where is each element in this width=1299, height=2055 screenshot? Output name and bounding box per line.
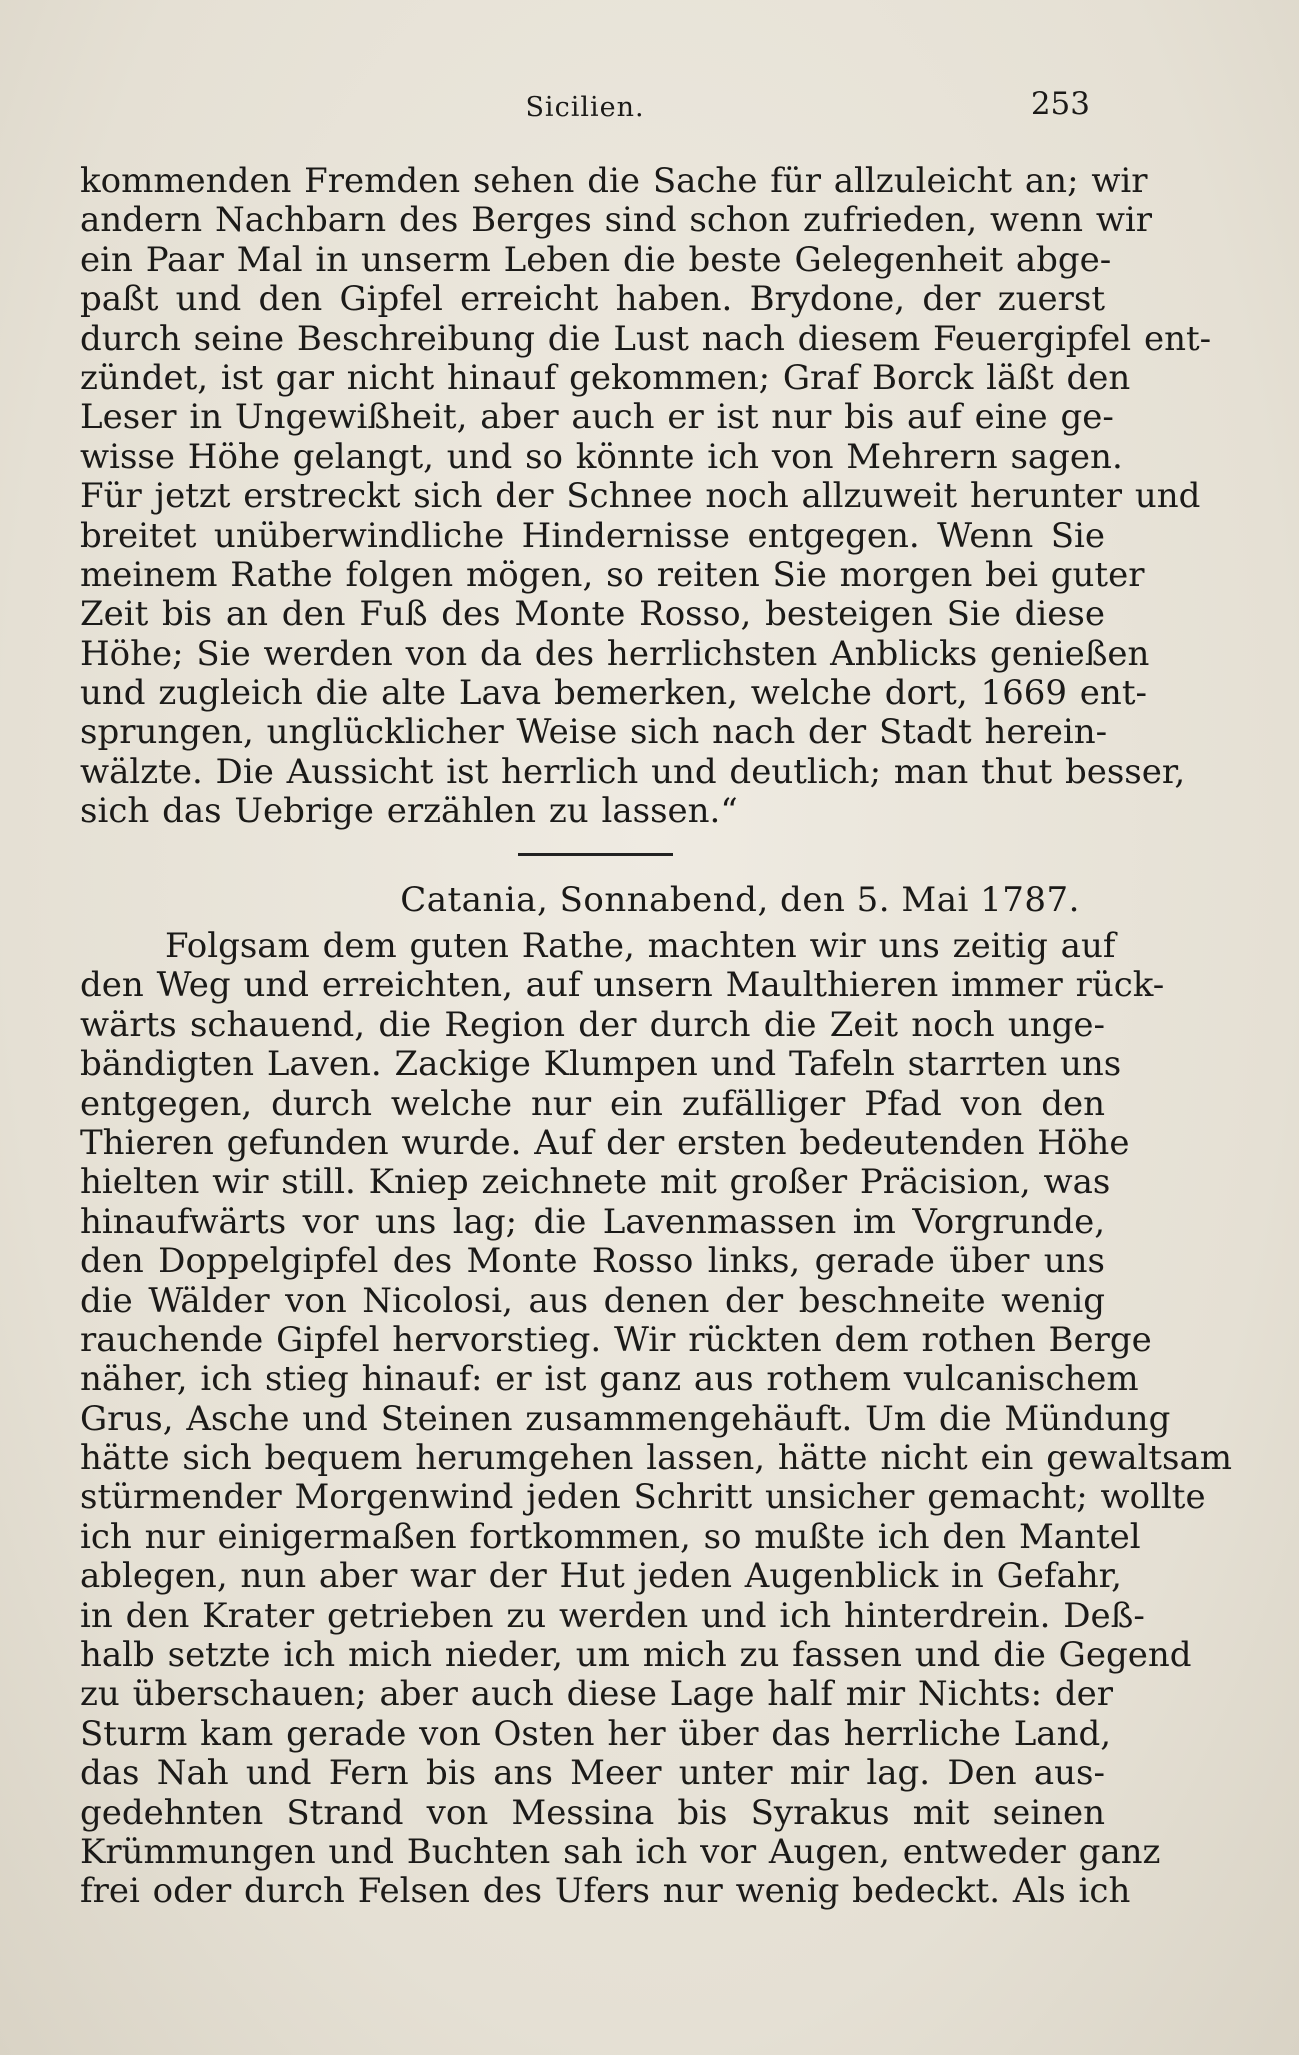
text-line: breitet unüberwindliche Hindernisse entgegen. Wenn Sie (80, 515, 1105, 556)
text-line: näher, ich stieg hinauf: er ist ganz aus rothem vulcanischem (80, 1359, 1139, 1400)
text-line: Zeit bis an den Fuß des Monte Rosso, besteigen Sie diese (80, 594, 1105, 635)
text-line: Grus, Asche und Steinen zusammengehäuft. Um die Mündung (80, 1398, 1171, 1439)
running-title: Sicilien. (525, 92, 645, 123)
text-line: Krümmungen und Buchten sah ich vor Augen, entweder ganz (80, 1831, 1161, 1872)
text-line: Sturm kam gerade von Osten her über das herrliche Land, (80, 1713, 1112, 1754)
dateline: Catania, Sonnabend, den 5. Mai 1787. (400, 880, 1080, 920)
text-line: Für jetzt erstreckt sich der Schnee noch allzuweit herunter und (80, 476, 1201, 517)
text-line: sich das Uebrige erzählen zu lassen.“ (80, 791, 738, 832)
text-line: wärts schauend, die Region der durch die Zeit noch unge- (80, 1004, 1105, 1045)
page-number: 253 (1030, 86, 1090, 122)
text-line: Folgsam dem guten Rathe, machten wir uns zeitig auf (165, 926, 1116, 966)
running-head (80, 86, 1090, 126)
text-line: Thieren gefunden wurde. Auf der ersten bedeutenden Höhe (80, 1122, 1130, 1163)
text-line: rauchende Gipfel hervorstieg. Wir rückten dem rothen Berge (80, 1319, 1152, 1360)
section-divider (518, 853, 673, 856)
text-line: wälzte. Die Aussicht ist herrlich und deutlich; man thut besser, (80, 751, 1186, 792)
text-line: hielten wir still. Kniep zeichnete mit großer Präcision, was (80, 1162, 1111, 1203)
text-line: gedehnten Strand von Messina bis Syrakus mit seinen (80, 1792, 1105, 1833)
text-line: meinem Rathe folgen mögen, so reiten Sie morgen bei guter (80, 554, 1145, 595)
text-line: sprungen, unglücklicher Weise sich nach der Stadt herein- (80, 712, 1108, 753)
text-line: hinaufwärts vor uns lag; die Lavenmassen im Vorgrunde, (80, 1201, 1105, 1242)
text-line: das Nah und Fern bis ans Meer unter mir lag. Den aus- (80, 1753, 1105, 1794)
text-line: zu überschauen; aber auch diese Lage half mir Nichts: der (80, 1674, 1113, 1715)
text-line: kommenden Fremden sehen die Sache für allzuleicht an; wir (80, 161, 1148, 201)
text-line: zündet, ist gar nicht hinauf gekommen; Graf Borck läßt den (80, 357, 1131, 398)
text-line: die Wälder von Nicolosi, aus denen der beschneite wenig (80, 1280, 1105, 1321)
paragraph-continued (80, 161, 1212, 832)
text-line: bändigten Laven. Zackige Klumpen und Tafeln starrten uns (80, 1044, 1122, 1085)
text-line: hätte sich bequem herumgehen lassen, hätte nicht ein gewaltsam (80, 1438, 1232, 1479)
text-line: ablegen, nun aber war der Hut jeden Augenblick in Gefahr, (80, 1556, 1122, 1597)
text-line: halb setzte ich mich nieder, um mich zu fassen und die Gegend (80, 1635, 1192, 1676)
text-line: den Doppelgipfel des Monte Rosso links, gerade über uns (80, 1241, 1105, 1282)
text-line: ein Paar Mal in unserm Leben die beste Gelegenheit abge- (80, 239, 1112, 280)
text-line: ich nur einigermaßen fortkommen, so mußte ich den Mantel (80, 1516, 1141, 1557)
text-line: entgegen, durch welche nur ein zufälliger Pfad von den (80, 1083, 1105, 1124)
text-line: andern Nachbarn des Berges sind schon zufrieden, wenn wir (80, 200, 1153, 241)
text-line: wisse Höhe gelangt, und so könnte ich von Mehrern sagen. (80, 436, 1123, 477)
text-line: paßt und den Gipfel erreicht haben. Brydone, der zuerst (80, 279, 1105, 320)
text-line: und zugleich die alte Lava bemerken, welche dort, 1669 ent- (80, 673, 1147, 714)
paragraph-new-entry (80, 926, 1232, 1912)
text-line: in den Krater getrieben zu werden und ich hinterdrein. Deß- (80, 1595, 1145, 1636)
text-line: Höhe; Sie werden von da des herrlichsten Anblicks genießen (80, 633, 1150, 674)
text-line: den Weg und erreichten, auf unsern Maulthieren immer rück- (80, 965, 1165, 1006)
text-line: durch seine Beschreibung die Lust nach diesem Feuergipfel ent- (80, 318, 1212, 359)
text-line: frei oder durch Felsen des Ufers nur wenig bedeckt. Als ich (80, 1871, 1131, 1912)
text-line: Leser in Ungewißheit, aber auch er ist nur bis auf eine ge- (80, 397, 1114, 438)
text-line: stürmender Morgenwind jeden Schritt unsicher gemacht; wollte (80, 1477, 1206, 1518)
